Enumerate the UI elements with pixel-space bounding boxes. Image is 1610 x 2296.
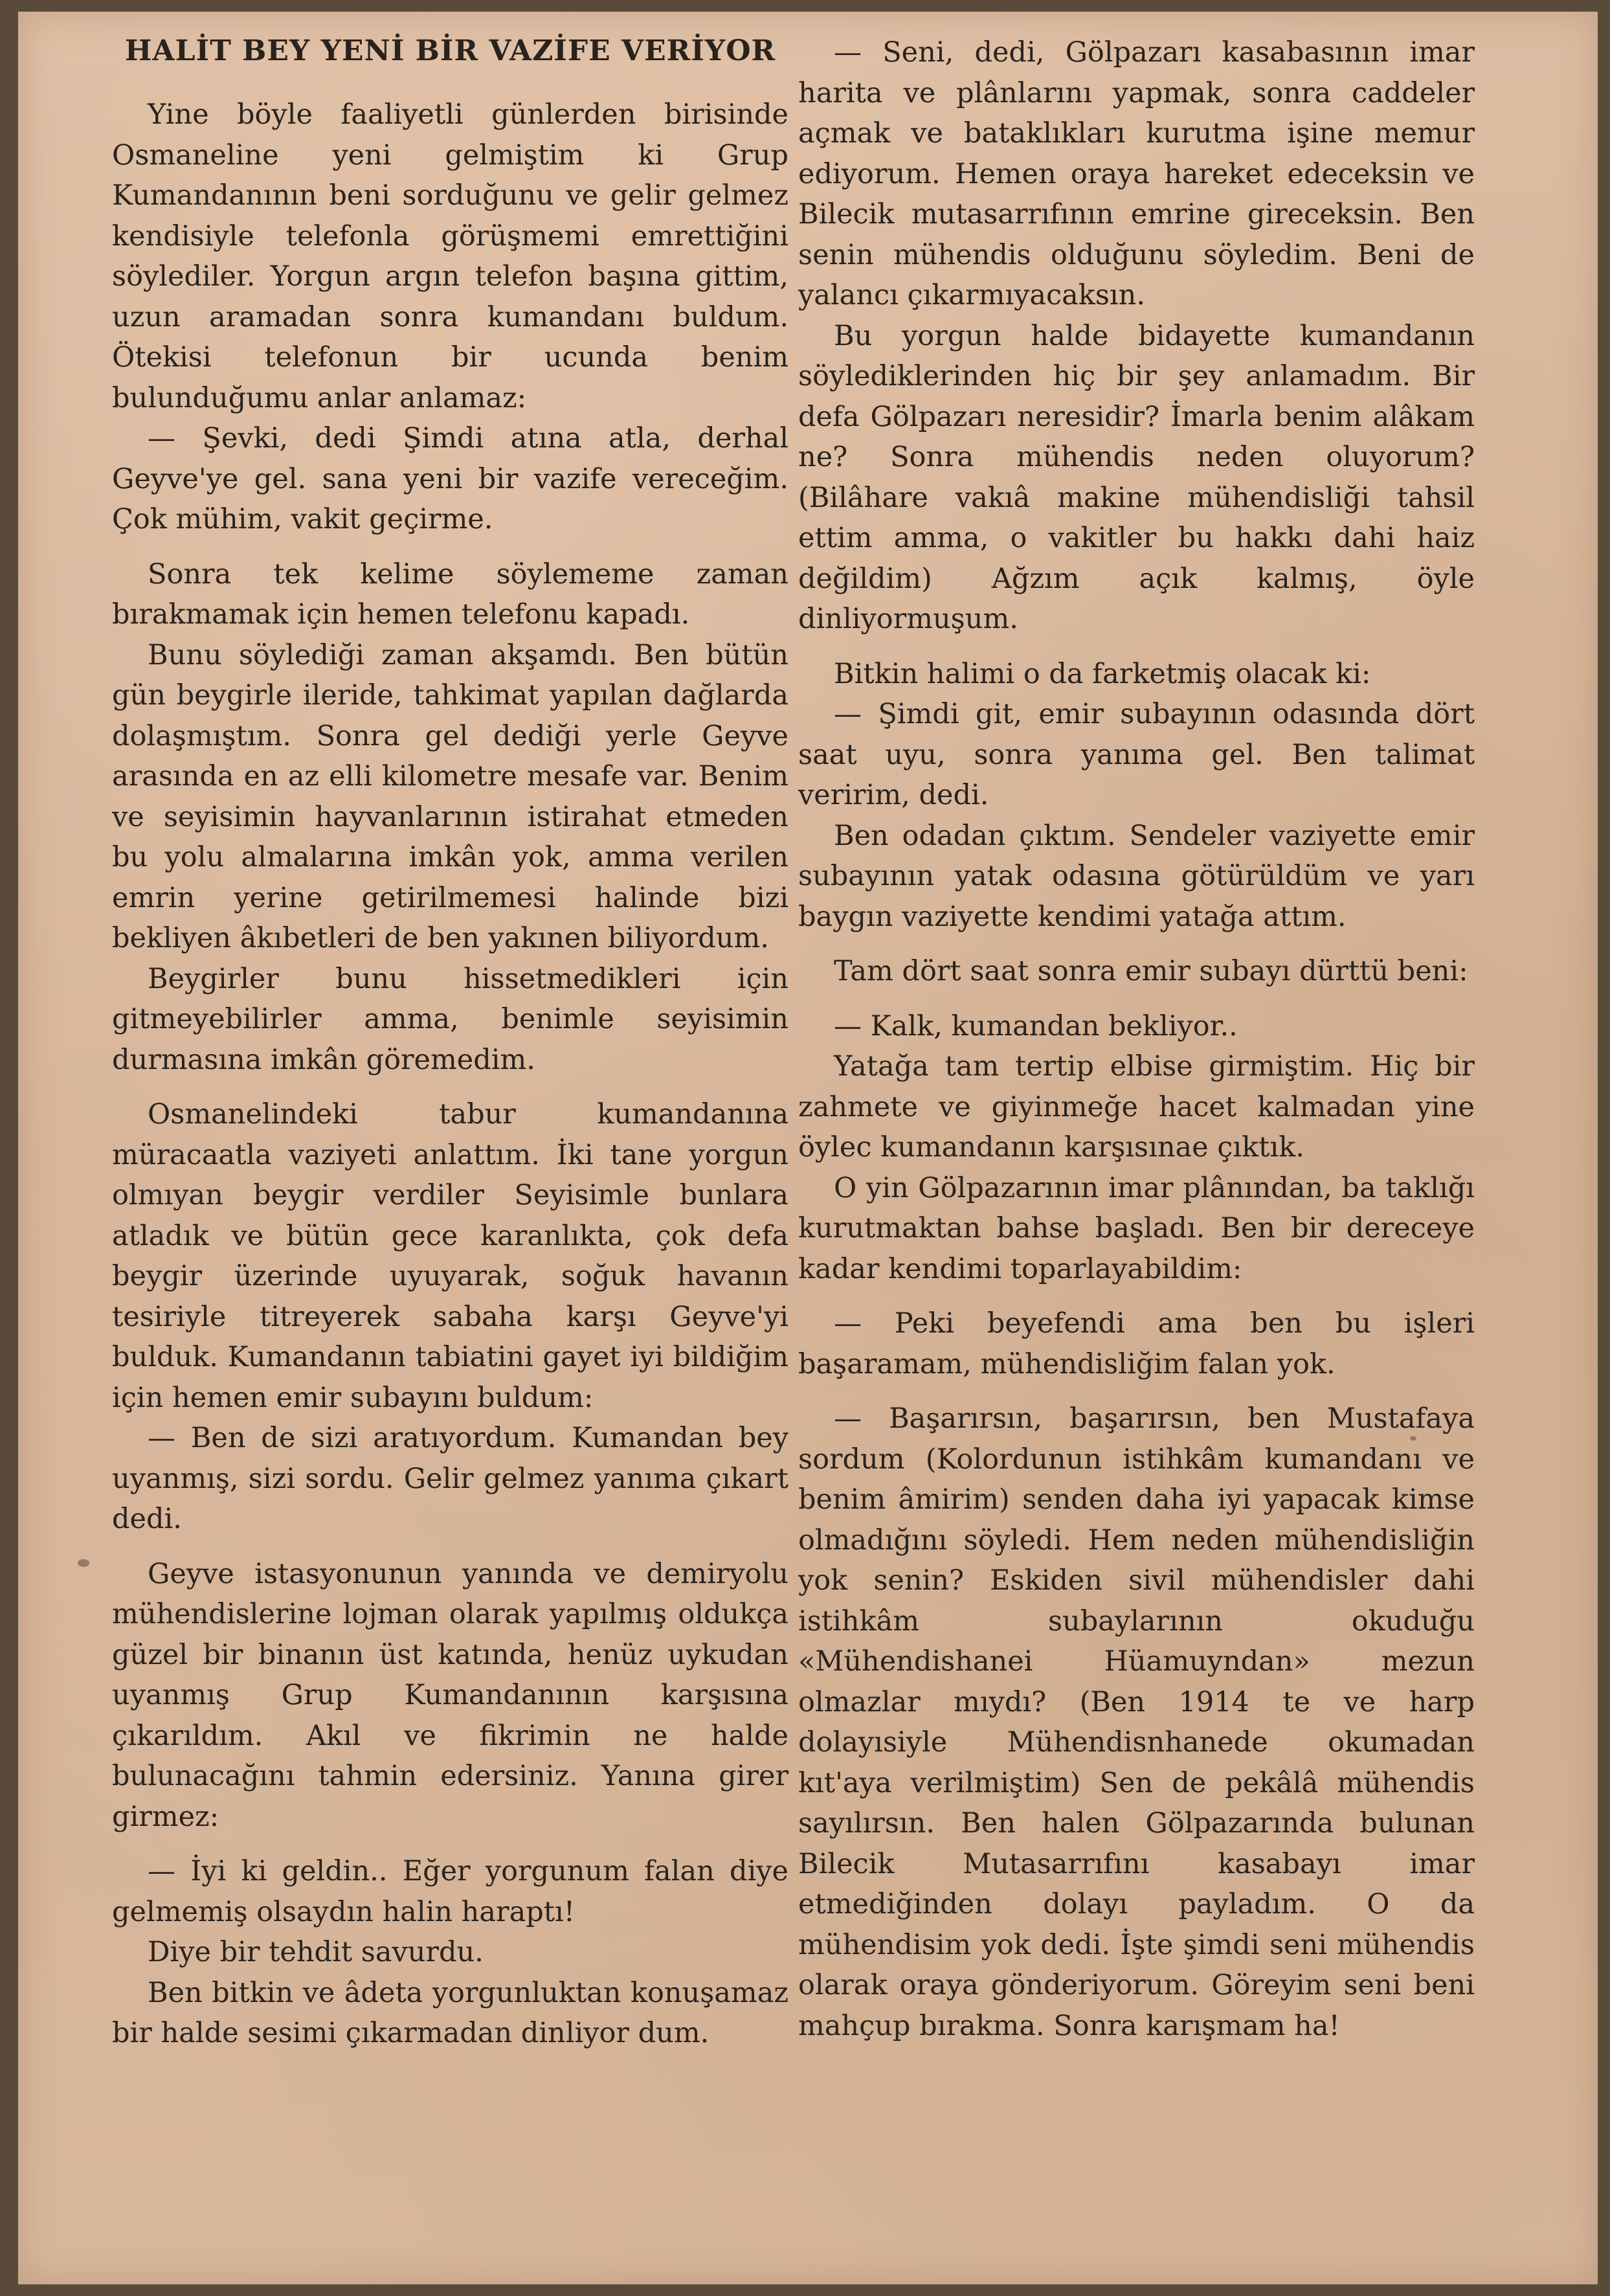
paragraph: — Başarırsın, başarırsın, ben Mustafaya sordum (Kolordunun istihkâm kumandanı ve benim âmirim) senden daha iyi yapacak kimse olmadığını söyledi. Hem neden mühendisliğin yok senin? Eskiden sivil mühendisler dahi istihkâm subaylarının okuduğu «Mühendishanei Hüamuyndan» mezun olmazlar mıydı? (Ben 1914 te ve harp dolayısiyle Mühendisnhanede okumadan kıt'aya verilmiştim) Sen de pekâlâ mühendis sayılırsın. Ben halen Gölpazarında bulunan Bilecik Mutasarrıfını kasabayı imar etmediğinden dolayı payladım. O da mühendisim yok dedi. İşte şimdi seni mühendis olarak oraya gönderiyorum. Göreyim seni beni mahçup bırakma. Sonra karışmam ha! (798, 1402, 1475, 2042)
paragraph: — Şimdi git, emir subayının odasında dört saat uyu, sonra yanıma gel. Ben talimat veririm, dedi. (798, 698, 1475, 811)
paragraph: Bu yorgun halde bidayette kumandanın söylediklerinden hiç bir şey anlamadım. Bir defa Gölpazarı neresidir? İmarla benim alâkam ne? Sonra mühendis neden oluyorum? (Bilâhare vakıâ makine mühendisliği tahsil ettim amma, o vakitler bu hakkı dahi haiz değildim) Ağzım açık kalmış, öyle dinliyormuşum. (798, 319, 1475, 635)
paragraph: Sonra tek kelime söylememe zaman bırakmamak için hemen telefonu kapadı. (112, 557, 788, 631)
paragraph: Yine böyle faaliyetli günlerden birisinde Osmaneline yeni gelmiştim ki Grup Kumandanının beni sorduğunu ve gelir gelmez kendisiyle telefonla görüşmemi emrettiğini söylediler. Yorgun argın telefon başına gittim, uzun aramadan sonra kumandanı buldum. Ötekisi telefonun bir ucunda benim bulunduğumu anlar anlamaz: (112, 98, 788, 414)
paragraph: Tam dört saat sonra emir subayı dürttü beni: (834, 955, 1468, 987)
article-headline: HALİT BEY YENİ BİR VAZİFE VERİYOR (124, 34, 776, 67)
paragraph: Osmanelindeki tabur kumandanına müracaatla vaziyeti anlattım. İki tane yorgun olmıyan beygir verdiler Seyisimle bunlara atladık ve bütün gece karanlıkta, çok defa beygir üzerinde uyuyarak, soğuk havanın tesiriyle titreyerek sabaha karşı Geyve'yi bulduk. Kumandanın tabiatini gayet iyi bildiğim için hemen emir subayını buldum: (112, 1098, 788, 1414)
paragraph: — İyi ki geldin.. Eğer yorgunum falan diye gelmemiş olsaydın halin haraptı! (112, 1855, 788, 1928)
paragraph: Diye bir tehdit savurdu. (148, 1936, 484, 1968)
ink-speck (78, 1559, 89, 1567)
paragraph: Bitkin halimi o da farketmiş olacak ki: (834, 657, 1371, 690)
right-column (798, 32, 1475, 2046)
paragraph: Bunu söylediği zaman akşamdı. Ben bütün gün beygirle ileride, tahkimat yapılan dağlarda dolaşmıştım. Sonra gel dediği yerle Geyve arasında en az elli kilometre mesafe var. Benim ve seyisimin hayvanlarının istirahat etmeden bu yolu almalarına imkân yok, amma verilen emrin yerine getirilmemesi halinde bizi bekliyen âkıbetleri de ben yakınen biliyordum. (112, 638, 788, 954)
paragraph: Geyve istasyonunun yanında ve demiryolu mühendislerine lojman olarak yapılmış oldukça güzel bir binanın üst katında, henüz uykudan uyanmış Grup Kumandanının karşısına çıkarıldım. Akıl ve fikrimin ne halde bulunacağını tahmin edersiniz. Yanına girer girmez: (112, 1557, 788, 1833)
paragraph: Ben bitkin ve âdeta yorgunluktan konuşamaz bir halde sesimi çıkarmadan dinliyor dum. (112, 1976, 788, 2049)
paragraph: O yin Gölpazarının imar plânından, ba taklığı kurutmaktan bahse başladı. Ben bir dereceye kadar kendimi toparlayabildim: (798, 1171, 1475, 1285)
paragraph: — Peki beyefendi ama ben bu işleri başaramam, mühendisliğim falan yok. (798, 1307, 1475, 1380)
paragraph: Yatağa tam tertip elbise girmiştim. Hiç bir zahmete ve giyinmeğe hacet kalmadan yine öylec kumandanın karşısınae çıktık. (798, 1050, 1475, 1164)
paragraph: Ben odadan çıktım. Sendeler vaziyette emir subayının yatak odasına götürüldüm ve yarı baygın vaziyette kendimi yatağa attım. (798, 819, 1475, 933)
paragraph: — Kalk, kumandan bekliyor.. (834, 1009, 1238, 1042)
paragraph: — Ben de sizi aratıyordum. Kumandan bey uyanmış, sizi sordu. Gelir gelmez yanıma çıkart dedi. (112, 1422, 788, 1535)
left-column (112, 32, 788, 2054)
page (18, 12, 1598, 2284)
paragraph: — Şevki, dedi Şimdi atına atla, derhal Geyve'ye gel. sana yeni bir vazife vereceğim. Çok mühim, vakit geçirme. (112, 422, 788, 535)
paragraph: Beygirler bunu hissetmedikleri için gitmeyebilirler amma, benimle seyisimin durmasına imkân göremedim. (112, 962, 788, 1076)
paragraph: — Seni, dedi, Gölpazarı kasabasının imar harita ve plânlarını yapmak, sonra caddeler açmak ve bataklıkları kurutma işine memur ediyorum. Hemen oraya hareket edeceksin ve Bilecik mutasarrıfının emrine gireceksin. Ben senin mühendis olduğunu söyledim. Beni de yalancı çıkarmıyacaksın. (798, 36, 1475, 311)
ink-speck (1410, 1436, 1416, 1441)
